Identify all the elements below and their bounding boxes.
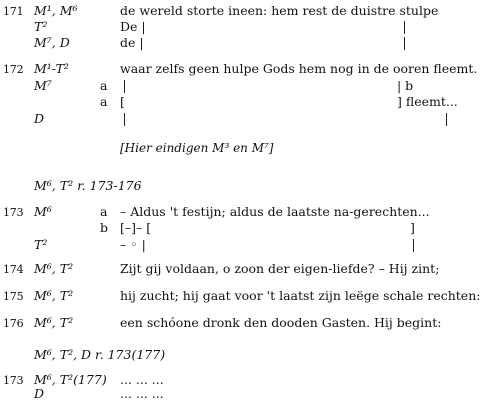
- witness-siglum: M⁶, T²: [34, 288, 74, 303]
- witness-siglum: M⁶, T²: [34, 261, 74, 276]
- witness-siglum: M⁶, T²: [34, 315, 74, 330]
- variant-text: De |: [120, 19, 146, 34]
- line-number: 172: [3, 63, 24, 76]
- collation-bar: [404, 37, 405, 50]
- verse-text: waar zelfs geen hulpe Gods hem nog in de ooren fleemt.: [120, 61, 478, 76]
- witness-siglum: M¹, M⁶: [34, 3, 78, 18]
- editorial-note: [Hier eindigen M³ en M⁷]: [120, 141, 274, 155]
- closing-bracket: ]: [410, 220, 415, 235]
- variant-marker: a: [100, 94, 108, 109]
- collation-bar: [404, 21, 405, 34]
- ellipsis-text: ... ... ...: [120, 372, 164, 387]
- variant-text: ] fleemt...: [397, 94, 458, 109]
- verse-text: hij zucht; hij gaat voor 't laatst zijn leëge schale rechten:: [120, 288, 480, 303]
- line-number: 174: [3, 263, 24, 276]
- variant-text: – ◦ |: [120, 237, 146, 252]
- witness-siglum: M⁷, D: [34, 35, 70, 50]
- section-heading: M⁶, T² r. 173-176: [34, 178, 142, 193]
- collation-bar: [446, 113, 447, 126]
- witness-siglum: D: [34, 386, 45, 401]
- witness-siglum: D: [34, 111, 45, 126]
- verse-text: – Aldus 't festijn; aldus de laatste na-gerechten...: [120, 204, 430, 219]
- variant-text: [: [120, 94, 125, 109]
- variant-text: | b: [397, 78, 414, 93]
- witness-siglum: M¹-T²: [34, 61, 69, 76]
- variant-marker: a: [100, 204, 108, 219]
- witness-siglum: M⁷: [34, 78, 52, 93]
- witness-siglum: M⁶: [34, 204, 52, 219]
- line-number: 171: [3, 5, 24, 18]
- verse-text: de wereld storte ineen: hem rest de duistre stulpe: [120, 3, 439, 18]
- collation-bar: [413, 239, 414, 252]
- variant-text: [–]– [: [120, 220, 152, 235]
- ellipsis-text: ... ... ...: [120, 386, 164, 401]
- line-number: 173: [3, 374, 24, 387]
- line-number: 175: [3, 290, 24, 303]
- collation-bar: [124, 80, 125, 93]
- line-number: 173: [3, 206, 24, 219]
- verse-text: Zijt gij voldaan, o zoon der eigen-liefde? – Hij zint;: [120, 261, 440, 276]
- section-heading: M⁶, T², D r. 173(177): [34, 347, 166, 362]
- witness-siglum: M⁶, T²(177): [34, 372, 107, 387]
- variant-text: de |: [120, 35, 144, 50]
- line-number: 176: [3, 317, 24, 330]
- witness-siglum: T²: [34, 19, 48, 34]
- variant-marker: b: [100, 220, 109, 235]
- variant-marker: a: [100, 78, 108, 93]
- collation-bar: [124, 113, 125, 126]
- verse-text: een schóone dronk den dooden Gasten. Hij begint:: [120, 315, 442, 330]
- witness-siglum: T²: [34, 237, 48, 252]
